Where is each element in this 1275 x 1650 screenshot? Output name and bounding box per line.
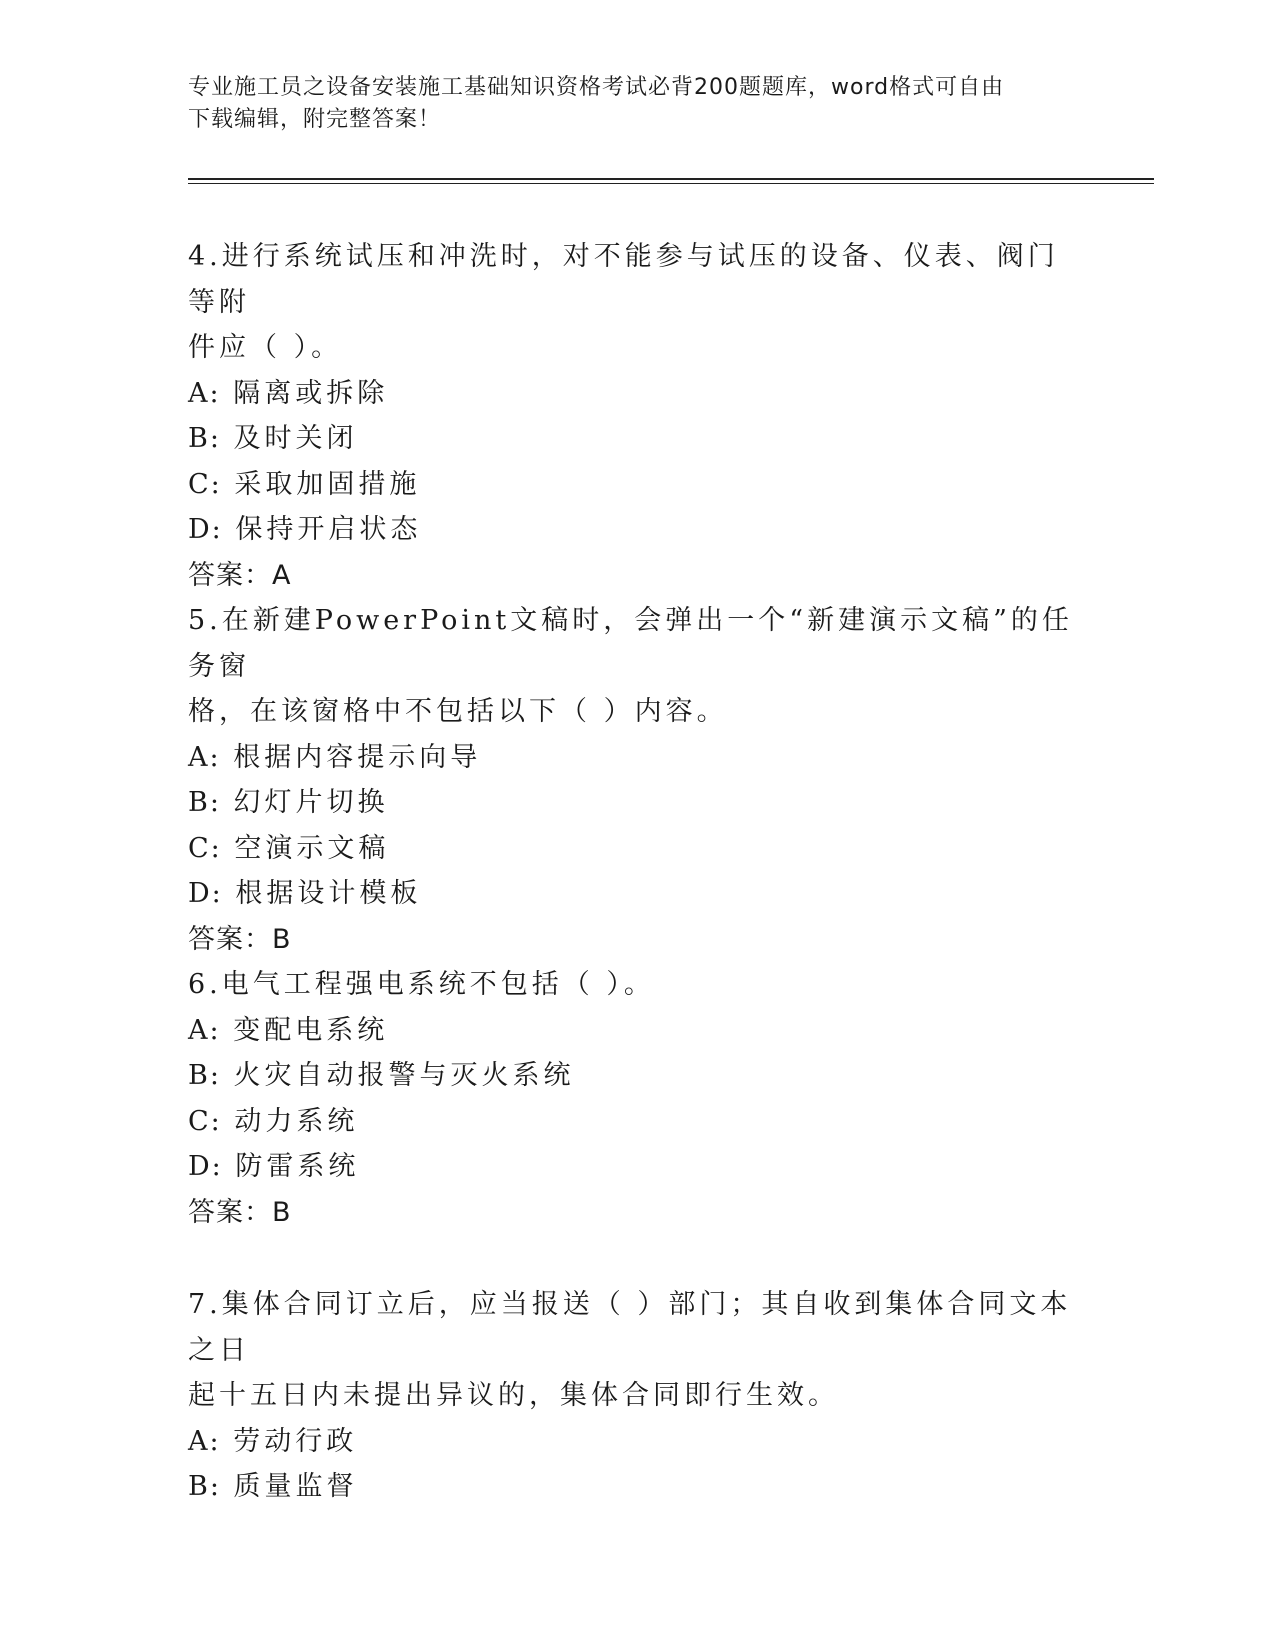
question-4	[188, 234, 1088, 598]
option-a	[188, 1008, 1088, 1054]
option-text: 动力系统	[234, 1105, 359, 1137]
question-7	[188, 1282, 1088, 1510]
option-text: 根据设计模板	[235, 878, 422, 909]
option-a	[188, 371, 1088, 417]
option-b	[188, 1464, 1088, 1510]
question-stem-line: 格，在该窗格中不包括以下（ ）内容。	[188, 696, 728, 727]
option-text: 变配电系统	[233, 1014, 389, 1046]
option-text: 火灾自动报警与灭火系统	[233, 1060, 575, 1091]
question-stem-line: 5.在新建PowerPoint文稿时，会弹出一个“新建演示文稿”的任务窗	[188, 605, 1073, 682]
question-stem-line: 起十五日内未提出异议的，集体合同即行生效。	[188, 1380, 839, 1411]
answer-line: 答案：A	[188, 559, 292, 591]
option-b	[188, 1053, 1088, 1099]
option-b	[188, 780, 1088, 826]
option-text: 隔离或拆除	[233, 377, 389, 409]
option-d	[188, 871, 1088, 917]
option-text: 劳动行政	[233, 1425, 358, 1457]
option-text: 及时关闭	[233, 423, 358, 454]
option-key: A:	[188, 1014, 221, 1046]
option-text: 质量监督	[233, 1471, 358, 1502]
option-key: C:	[188, 468, 222, 500]
answer-line: 答案：B	[188, 923, 292, 955]
option-a	[188, 735, 1088, 781]
option-text: 幻灯片切换	[233, 787, 389, 818]
option-key: A:	[188, 377, 221, 409]
option-key: C:	[188, 832, 222, 864]
option-a	[188, 1419, 1088, 1465]
option-key: B:	[188, 1471, 221, 1502]
document-header	[188, 72, 1088, 136]
question-stem-line: 4.进行系统试压和冲洗时，对不能参与试压的设备、仪表、阀门等附	[188, 241, 1059, 318]
header-line-2: 下载编辑，附完整答案！	[188, 107, 442, 132]
question-6	[188, 962, 1088, 1235]
header-divider-top	[188, 178, 1154, 180]
option-text: 采取加固措施	[234, 468, 421, 500]
option-d	[188, 507, 1088, 553]
option-text: 空演示文稿	[234, 832, 390, 864]
option-d	[188, 1144, 1088, 1190]
option-key: A:	[188, 1425, 221, 1457]
option-key: B:	[188, 423, 221, 454]
option-key: B:	[188, 787, 221, 818]
option-key: A:	[188, 741, 221, 773]
option-c	[188, 462, 1088, 508]
question-5	[188, 598, 1088, 962]
option-key: D:	[188, 1151, 223, 1182]
header-line-1: 专业施工员之设备安装施工基础知识资格考试必背200题题库，word格式可自由	[188, 75, 1005, 100]
option-key: D:	[188, 878, 223, 909]
option-text: 保持开启状态	[235, 514, 422, 545]
option-text: 防雷系统	[235, 1151, 360, 1182]
question-stem-line: 件应（ ）。	[188, 332, 343, 363]
option-c	[188, 826, 1088, 872]
option-b	[188, 416, 1088, 462]
option-key: D:	[188, 514, 223, 545]
question-stem-line: 6.电气工程强电系统不包括（ ）。	[188, 969, 655, 1000]
question-stem-line: 7.集体合同订立后，应当报送（ ）部门；其自收到集体合同文本之日	[188, 1289, 1072, 1366]
option-c	[188, 1099, 1088, 1145]
option-text: 根据内容提示向导	[233, 741, 482, 773]
header-divider-bottom	[188, 183, 1154, 184]
answer-line: 答案：B	[188, 1196, 292, 1228]
option-key: C:	[188, 1105, 222, 1137]
option-key: B:	[188, 1060, 221, 1091]
